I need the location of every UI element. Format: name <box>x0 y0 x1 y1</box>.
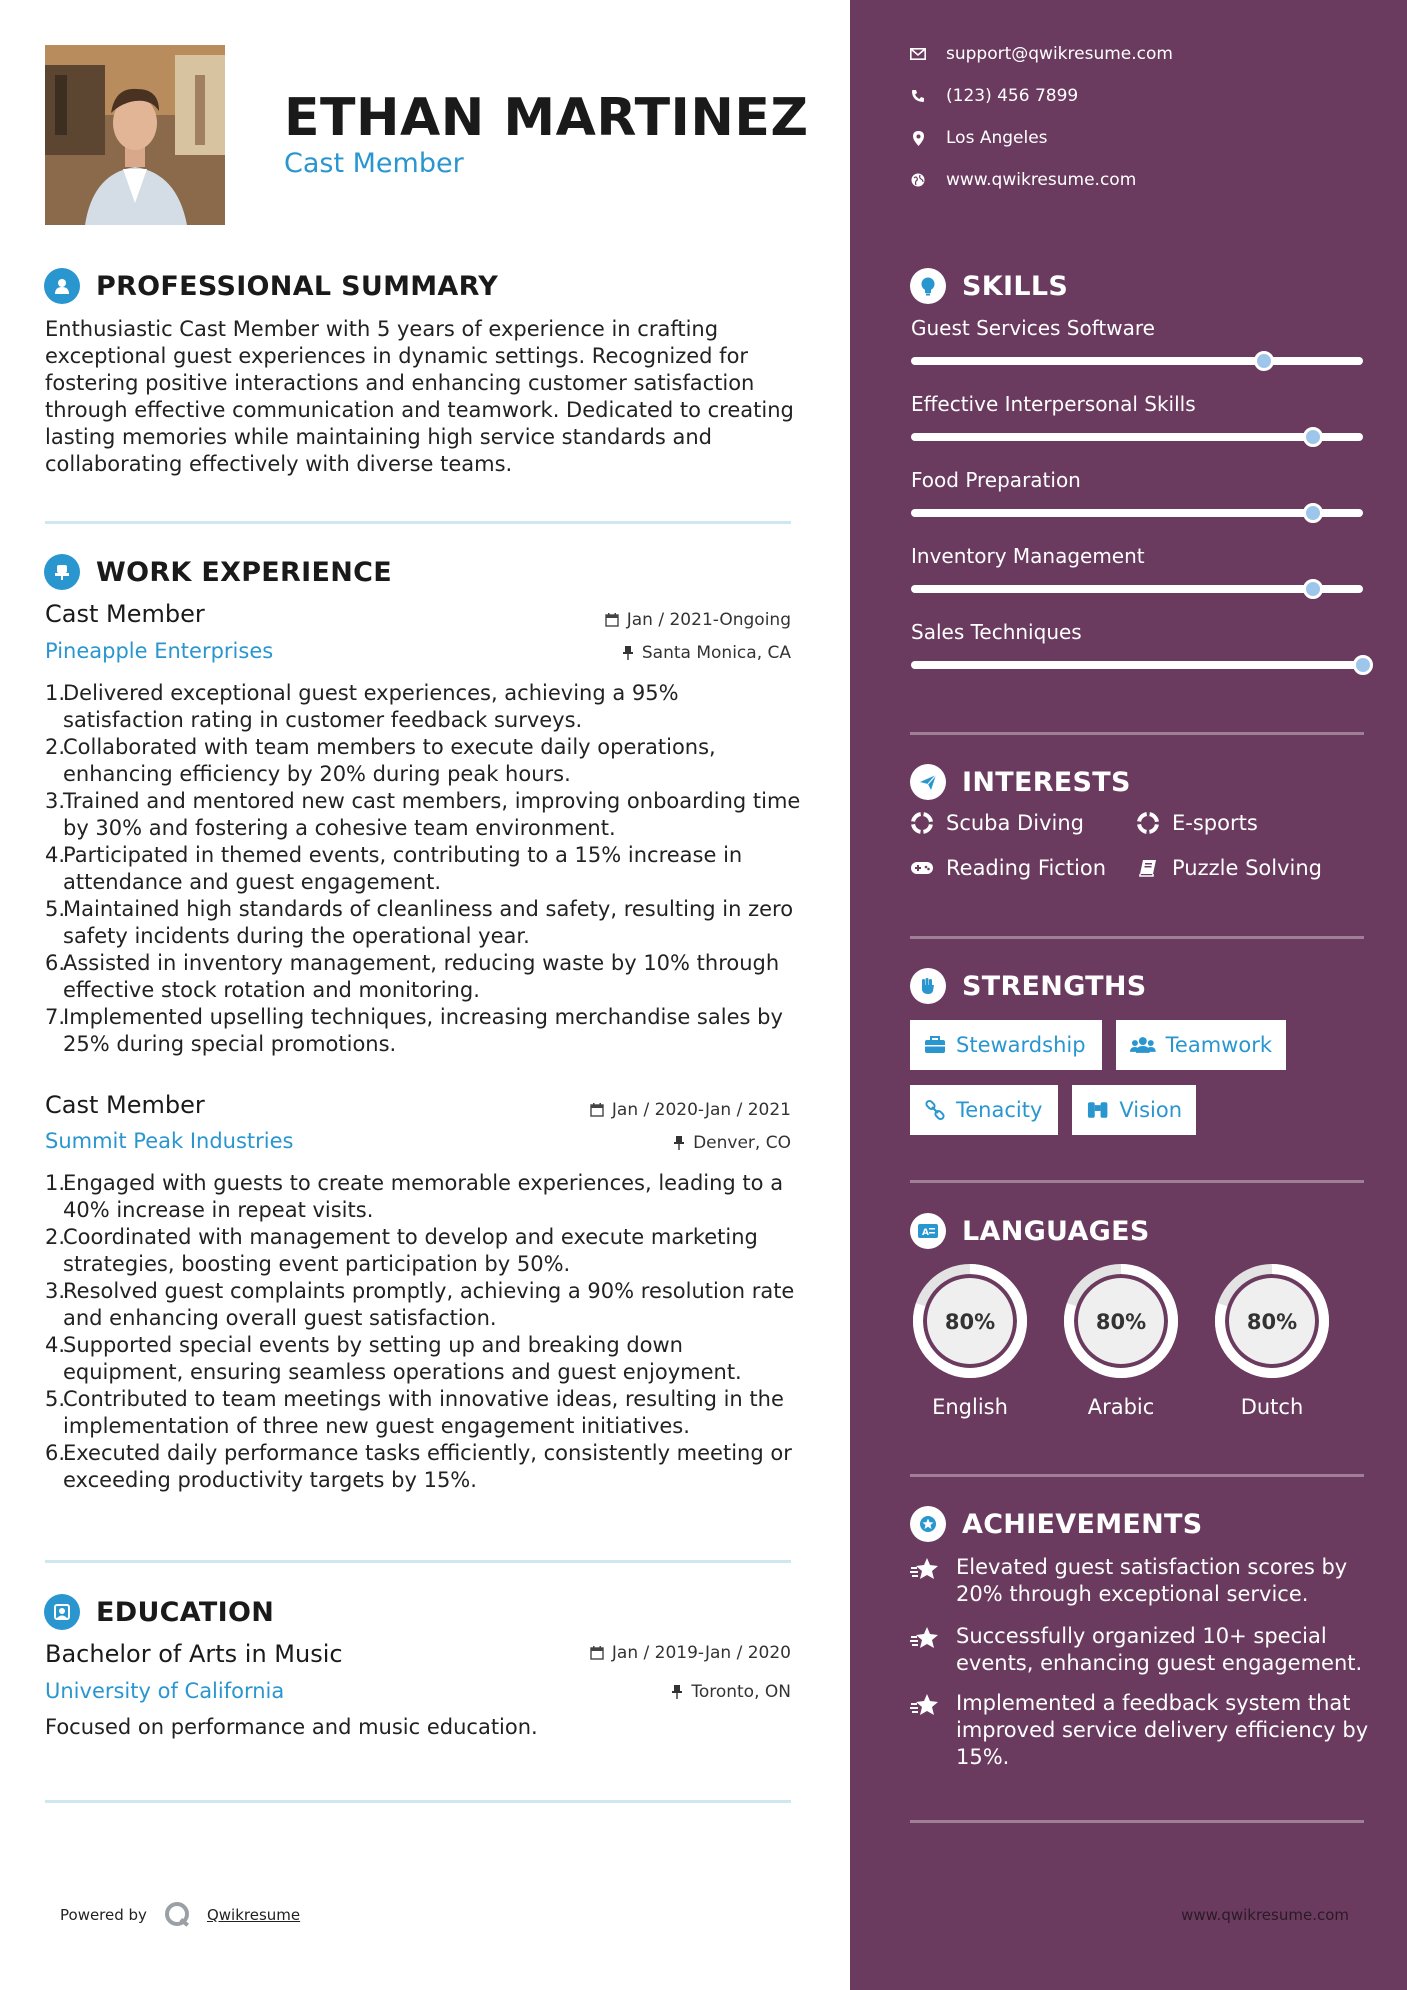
job-location-text: Santa Monica, CA <box>641 643 791 663</box>
skill-label: Inventory Management <box>911 544 1145 568</box>
interest-label: E-sports <box>1172 811 1258 835</box>
contact-website[interactable] <box>910 170 1136 190</box>
language-item <box>910 1261 1030 1419</box>
strength-label: Tenacity <box>956 1098 1043 1122</box>
section-divider <box>910 732 1364 735</box>
education-dates <box>590 1643 791 1663</box>
strengths-title: STRENGTHS <box>962 970 1147 1002</box>
section-divider <box>910 1474 1364 1477</box>
website-text: www.qwikresume.com <box>946 170 1137 190</box>
experience-title: WORK EXPERIENCE <box>96 556 392 588</box>
language-item <box>1212 1261 1332 1419</box>
location-text: Los Angeles <box>946 128 1048 148</box>
interest-item <box>1136 856 1322 880</box>
user-icon <box>44 268 80 304</box>
skill-bar <box>911 509 1363 517</box>
envelope-icon <box>910 48 926 60</box>
language-ring <box>1212 1261 1332 1381</box>
education-location <box>671 1682 791 1702</box>
contact-email[interactable] <box>910 44 1173 64</box>
list-item: 5. Maintained high standards of cleanliness and safety, resulting in zero safety incidents during the operational year. <box>45 897 794 948</box>
skill-bar <box>911 661 1363 669</box>
job-title: Cast Member <box>45 600 205 628</box>
language-name: English <box>932 1395 1008 1419</box>
job-company: Summit Peak Industries <box>45 1129 294 1153</box>
pin-icon <box>671 1685 683 1699</box>
powered-by-label: Powered by <box>60 1906 147 1924</box>
job-dates <box>605 610 791 630</box>
achievements-heading <box>910 1506 1203 1542</box>
skill-bar <box>911 433 1363 441</box>
interest-label: Scuba Diving <box>946 811 1084 835</box>
section-divider <box>910 936 1364 939</box>
strength-badge <box>910 1020 1102 1070</box>
book-icon <box>1138 858 1158 878</box>
job-dates <box>590 1100 791 1120</box>
list-item: 3. Resolved guest complaints promptly, achieving a 90% resolution rate and enhancing overall guest satisfaction. <box>45 1279 795 1330</box>
language-name: Dutch <box>1240 1395 1304 1419</box>
life-ring-icon <box>1137 812 1159 834</box>
summary-title: PROFESSIONAL SUMMARY <box>96 270 499 302</box>
star-icon <box>910 1692 940 1718</box>
raised-fist-icon <box>910 968 946 1004</box>
profile-photo <box>45 45 225 225</box>
list-item: 2. Coordinated with management to develop and execute marketing strategies, boosting event participation by 50%. <box>45 1225 758 1276</box>
languages-heading <box>910 1213 1150 1249</box>
phone-icon <box>911 89 925 103</box>
star-icon <box>910 1625 940 1651</box>
education-location-text: Toronto, ON <box>691 1682 791 1702</box>
interests-heading <box>910 764 1131 800</box>
experience-heading <box>44 554 392 590</box>
school-name: University of California <box>45 1679 285 1703</box>
phone-text: (123) 456 7899 <box>946 86 1079 106</box>
interest-item <box>1136 811 1258 835</box>
achievement-text: Elevated guest satisfaction scores by 20% through exceptional service. <box>956 1555 1348 1606</box>
skill-bar <box>911 357 1363 365</box>
section-divider <box>45 1800 791 1803</box>
star-icon <box>910 1556 940 1582</box>
globe-icon <box>911 173 925 187</box>
link-icon <box>924 1099 946 1121</box>
job-duties-list <box>45 680 805 1058</box>
footer-website[interactable]: www.qwikresume.com <box>1181 1906 1349 1924</box>
strength-badge <box>910 1085 1058 1135</box>
calendar-icon <box>605 613 619 627</box>
education-title: EDUCATION <box>96 1596 275 1628</box>
powered-by <box>60 1900 300 1930</box>
list-item: 3. Trained and mentored new cast members, improving onboarding time by 30% and fostering a cohesive team environment. <box>45 789 801 840</box>
job-dates-text: Jan / 2020-Jan / 2021 <box>611 1100 791 1120</box>
calendar-icon <box>590 1646 604 1660</box>
skill-label: Food Preparation <box>911 468 1081 492</box>
strength-label: Vision <box>1119 1098 1182 1122</box>
contact-phone[interactable] <box>910 86 1078 106</box>
interest-label: Reading Fiction <box>946 856 1107 880</box>
email-text: support@qwikresume.com <box>946 44 1173 64</box>
candidate-role: Cast Member <box>284 148 464 179</box>
job-company: Pineapple Enterprises <box>45 639 274 663</box>
strength-label: Stewardship <box>956 1033 1086 1057</box>
skill-bar <box>911 585 1363 593</box>
skill-label: Sales Techniques <box>911 620 1082 644</box>
education-heading <box>44 1594 274 1630</box>
strength-label: Teamwork <box>1165 1033 1272 1057</box>
paper-plane-icon <box>910 764 946 800</box>
pin-icon <box>622 646 634 660</box>
achievements-title: ACHIEVEMENTS <box>962 1508 1203 1540</box>
list-item: 5. Contributed to team meetings with innovative ideas, resulting in the implementation of three new guest engagement initiatives. <box>45 1387 784 1438</box>
achievement-text: Successfully organized 10+ special events, enhancing guest engagement. <box>956 1624 1363 1675</box>
briefcase-chair-icon <box>44 554 80 590</box>
contact-location <box>910 128 1048 148</box>
calendar-icon <box>590 1103 604 1117</box>
job-dates-text: Jan / 2021-Ongoing <box>626 610 791 630</box>
job-location <box>673 1133 791 1153</box>
skill-label: Guest Services Software <box>911 316 1155 340</box>
binoculars-icon <box>1086 1100 1109 1120</box>
achievement-text: Implemented a feedback system that improved service delivery efficiency by 15%. <box>956 1691 1369 1769</box>
skills-title: SKILLS <box>962 270 1069 302</box>
education-dates-text: Jan / 2019-Jan / 2020 <box>611 1643 791 1663</box>
list-item: 4. Supported special events by setting up and breaking down equipment, ensuring seamless operations and guest enjoyment. <box>45 1333 742 1384</box>
achievement-item <box>910 1554 1370 1608</box>
skill-label: Effective Interpersonal Skills <box>911 392 1196 416</box>
qwikresume-logo-icon <box>163 1900 193 1930</box>
users-icon <box>1130 1036 1156 1054</box>
language-ring <box>1061 1261 1181 1381</box>
language-percent: 80% <box>1095 1310 1147 1334</box>
summary-heading <box>44 268 498 304</box>
skill-level-knob <box>1254 351 1274 371</box>
lightbulb-icon <box>910 268 946 304</box>
achievement-item <box>910 1690 1370 1771</box>
section-divider <box>910 1820 1364 1823</box>
list-item: 7. Implemented upselling techniques, increasing merchandise sales by 25% during special promotions. <box>45 1005 783 1056</box>
language-item <box>1061 1261 1181 1419</box>
qwikresume-link[interactable]: Qwikresume <box>206 1906 301 1924</box>
map-marker-icon <box>913 131 924 146</box>
pin-icon <box>673 1136 685 1150</box>
candidate-name: ETHAN MARTINEZ <box>284 88 809 148</box>
interest-item <box>910 856 1106 880</box>
life-ring-icon <box>911 812 933 834</box>
strength-badge <box>1072 1085 1196 1135</box>
list-item: 1. Delivered exceptional guest experiences, achieving a 95% satisfaction rating in customer feedback surveys. <box>45 681 679 732</box>
svg-text:A: A <box>922 1228 929 1238</box>
strengths-heading <box>910 968 1147 1004</box>
gamepad-icon <box>910 860 934 876</box>
language-icon <box>910 1213 946 1249</box>
interest-item <box>910 811 1084 835</box>
interests-title: INTERESTS <box>962 766 1131 798</box>
job-duties-list <box>45 1170 805 1494</box>
language-percent: 80% <box>944 1310 996 1334</box>
list-item: 6. Assisted in inventory management, reducing waste by 10% through effective stock rotation and monitoring. <box>45 951 780 1002</box>
interest-label: Puzzle Solving <box>1172 856 1322 880</box>
list-item: 6. Executed daily performance tasks efficiently, consistently meeting or exceeding productivity targets by 15%. <box>45 1441 792 1492</box>
job-location-text: Denver, CO <box>693 1133 791 1153</box>
skill-level-knob <box>1353 655 1373 675</box>
education-description: Focused on performance and music education. <box>45 1715 538 1739</box>
list-item: 1. Engaged with guests to create memorable experiences, leading to a 40% increase in repeat visits. <box>45 1171 784 1222</box>
star-badge-icon <box>910 1506 946 1542</box>
achievement-item <box>910 1623 1370 1677</box>
language-percent: 80% <box>1246 1310 1298 1334</box>
job-location <box>622 643 791 663</box>
language-name: Arabic <box>1087 1395 1155 1419</box>
briefcase-icon <box>924 1036 946 1054</box>
language-ring <box>910 1261 1030 1381</box>
strength-badge <box>1116 1020 1286 1070</box>
job-title: Cast Member <box>45 1091 205 1119</box>
section-divider <box>45 1560 791 1563</box>
degree-title: Bachelor of Arts in Music <box>45 1640 343 1668</box>
section-divider <box>910 1180 1364 1183</box>
list-item: 2. Collaborated with team members to execute daily operations, enhancing efficiency by 20% during peak hours. <box>45 735 716 786</box>
skills-heading <box>910 268 1068 304</box>
graduate-icon <box>44 1594 80 1630</box>
section-divider <box>45 521 791 524</box>
list-item: 4. Participated in themed events, contributing to a 15% increase in attendance and guest engagement. <box>45 843 743 894</box>
summary-text: Enthusiastic Cast Member with 5 years of experience in crafting exceptional guest experiences in dynamic settings. Recognized for fostering positive interactions and enhancing customer satisfaction through effective communication and teamwork. Dedicated to creating lasting memories while maintaining high service standards and collaborating effectively with diverse teams. <box>45 317 794 476</box>
languages-title: LANGUAGES <box>962 1215 1150 1247</box>
